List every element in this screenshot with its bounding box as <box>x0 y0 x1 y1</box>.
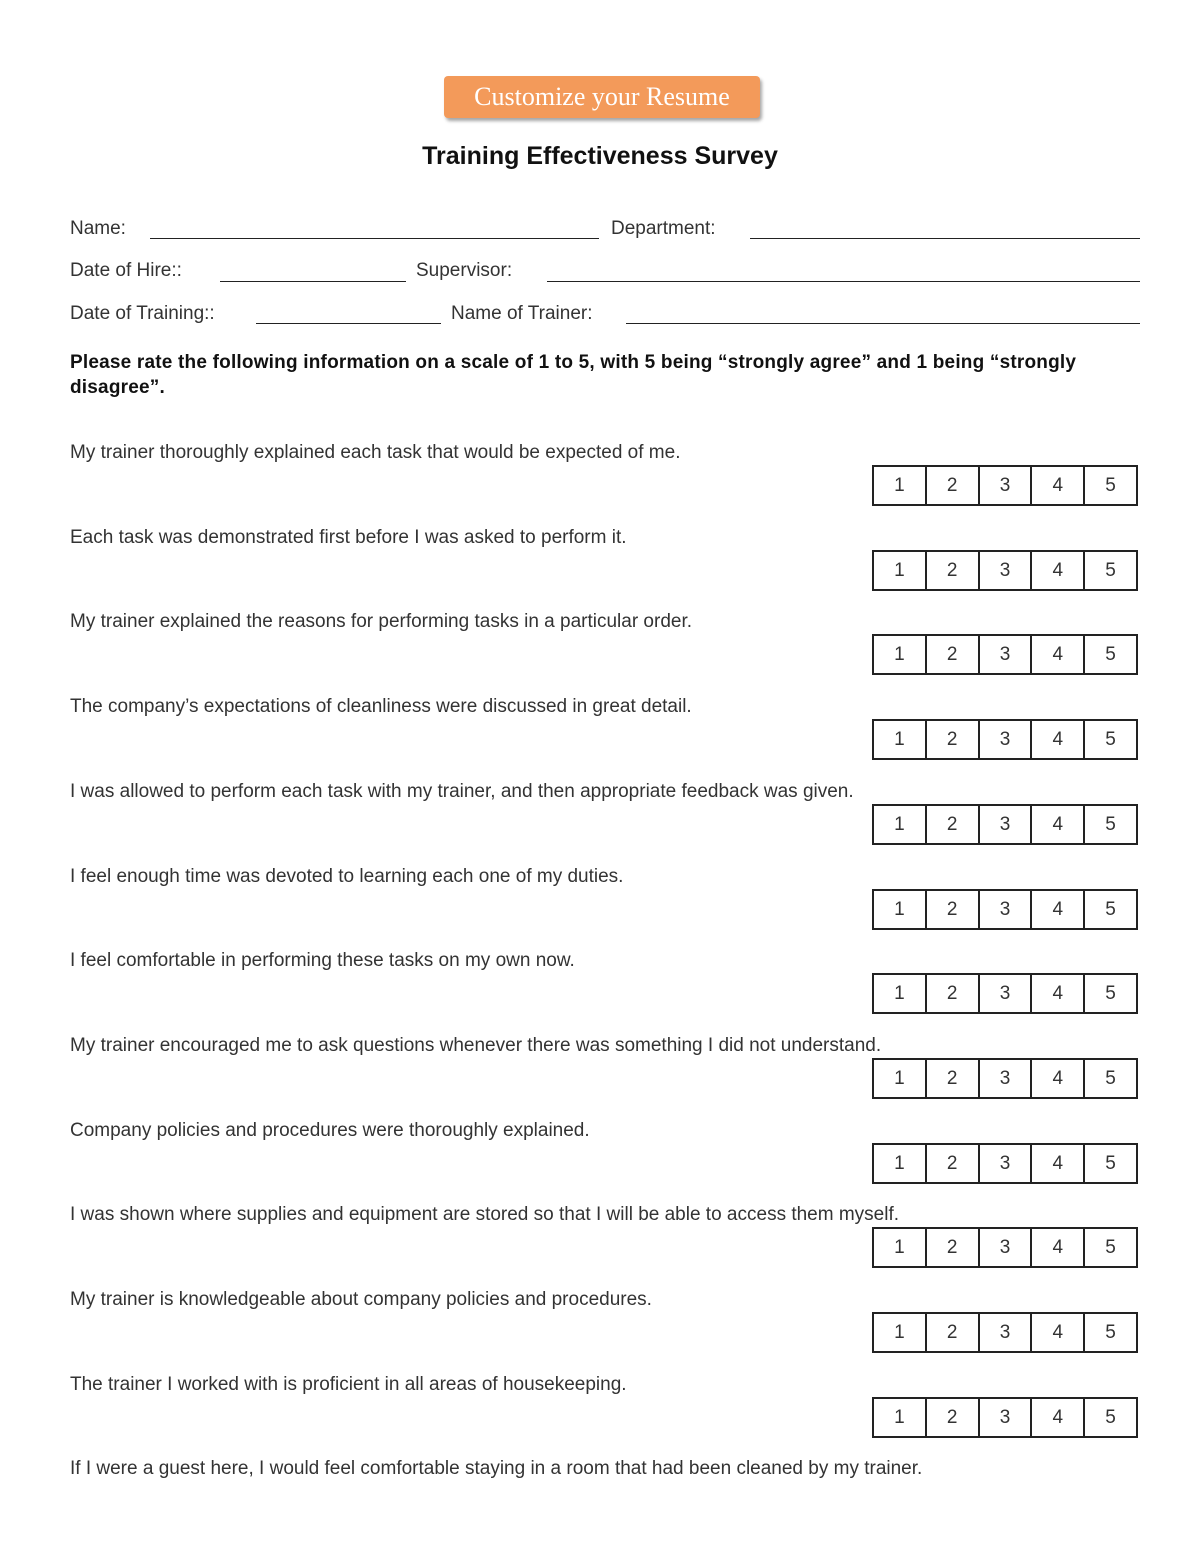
rating-option-3[interactable]: 3 <box>978 975 1031 1012</box>
rating-option-2[interactable]: 2 <box>925 552 978 589</box>
rating-scale <box>872 550 1138 591</box>
rating-option-3[interactable]: 3 <box>978 552 1031 589</box>
date-of-training-label: Date of Training:: <box>70 303 215 324</box>
rating-option-1[interactable]: 1 <box>894 1067 905 1089</box>
rating-scale <box>872 634 1138 675</box>
question-text: Company policies and procedures were thoroughly explained. <box>70 1119 590 1141</box>
rating-option-4[interactable]: 4 <box>1030 467 1083 504</box>
rating-option-3[interactable]: 3 <box>978 1399 1031 1436</box>
rating-option-4[interactable]: 4 <box>1030 1145 1083 1182</box>
rating-option-5[interactable]: 5 <box>1083 891 1136 928</box>
rating-option-2[interactable]: 2 <box>925 806 978 843</box>
rating-option-3[interactable]: 3 <box>978 1229 1031 1266</box>
rating-option-5[interactable]: 5 <box>1083 1229 1136 1266</box>
date-of-training-field[interactable] <box>256 323 441 324</box>
rating-option-1[interactable]: 1 <box>894 1152 905 1174</box>
rating-option-3[interactable]: 3 <box>978 636 1031 673</box>
rating-option-4[interactable]: 4 <box>1030 1060 1083 1097</box>
rating-option-3[interactable]: 3 <box>978 1314 1031 1351</box>
rating-scale <box>872 889 1138 930</box>
rating-option-1[interactable]: 1 <box>894 1406 905 1428</box>
date-of-hire-label: Date of Hire:: <box>70 260 182 281</box>
rating-option-2[interactable]: 2 <box>925 975 978 1012</box>
question-text: My trainer explained the reasons for performing tasks in a particular order. <box>70 611 693 633</box>
rating-option-5[interactable]: 5 <box>1083 1399 1136 1436</box>
rating-option-4[interactable]: 4 <box>1030 552 1083 589</box>
rating-option-2[interactable]: 2 <box>925 1399 978 1436</box>
question-text: The company’s expectations of cleanliness were discussed in great detail. <box>70 696 692 718</box>
supervisor-label: Supervisor: <box>416 260 513 281</box>
rating-option-5[interactable]: 5 <box>1083 552 1136 589</box>
rating-option-4[interactable]: 4 <box>1030 636 1083 673</box>
rating-scale <box>872 719 1138 760</box>
rating-option-4[interactable]: 4 <box>1030 1399 1083 1436</box>
rating-option-1[interactable]: 1 <box>894 1237 905 1259</box>
rating-option-1[interactable]: 1 <box>894 475 905 496</box>
question-text: My trainer encouraged me to ask questions whenever there was something I did not understand. <box>70 1034 882 1056</box>
rating-option-5[interactable]: 5 <box>1083 975 1136 1012</box>
question-text: I feel enough time was devoted to learning each one of my duties. <box>70 865 624 887</box>
rating-scale <box>872 1312 1138 1353</box>
rating-option-4[interactable]: 4 <box>1030 975 1083 1012</box>
rating-option-2[interactable]: 2 <box>925 1145 978 1182</box>
rating-option-1[interactable]: 1 <box>894 559 905 581</box>
rating-option-2[interactable]: 2 <box>925 891 978 928</box>
rating-scale <box>872 1143 1138 1184</box>
name-of-trainer-field[interactable] <box>626 323 1140 324</box>
rating-option-3[interactable]: 3 <box>978 891 1031 928</box>
question-text: The trainer I worked with is proficient in all areas of housekeeping. <box>70 1373 627 1395</box>
rating-scale <box>872 1227 1138 1268</box>
name-of-trainer-label: Name of Trainer: <box>451 303 593 324</box>
customize-resume-button[interactable]: Customize your Resume <box>444 76 760 118</box>
rating-option-1[interactable]: 1 <box>894 898 905 920</box>
rating-option-5[interactable]: 5 <box>1083 806 1136 843</box>
rating-option-4[interactable]: 4 <box>1030 891 1083 928</box>
rating-option-3[interactable]: 3 <box>978 1060 1031 1097</box>
question-text: My trainer thoroughly explained each task that would be expected of me. <box>70 442 681 463</box>
rating-option-2[interactable]: 2 <box>925 636 978 673</box>
rating-option-4[interactable]: 4 <box>1030 1229 1083 1266</box>
department-field[interactable] <box>750 238 1140 239</box>
question-text: Each task was demonstrated first before I was asked to perform it. <box>70 526 627 548</box>
question-text: If I were a guest here, I would feel comfortable staying in a room that had been cleaned by my trainer. <box>70 1458 923 1480</box>
question-text: My trainer is knowledgeable about company policies and procedures. <box>70 1289 652 1310</box>
question-text: I was allowed to perform each task with my trainer, and then appropriate feedback was given. <box>70 780 854 802</box>
question-text: I was shown where supplies and equipment are stored so that I will be able to access them myself. <box>70 1204 900 1226</box>
rating-scale <box>872 1058 1138 1099</box>
rating-option-5[interactable]: 5 <box>1083 721 1136 758</box>
rating-option-2[interactable]: 2 <box>925 1229 978 1266</box>
rating-option-5[interactable]: 5 <box>1083 467 1136 504</box>
rating-scale <box>872 465 1138 506</box>
rating-scale <box>872 973 1138 1014</box>
question-text: I feel comfortable in performing these tasks on my own now. <box>70 950 575 972</box>
name-field[interactable] <box>150 238 599 239</box>
rating-option-4[interactable]: 4 <box>1030 721 1083 758</box>
rating-option-4[interactable]: 4 <box>1030 1314 1083 1351</box>
page-title: Training Effectiveness Survey <box>422 142 778 170</box>
rating-option-1[interactable]: 1 <box>894 1322 905 1343</box>
rating-scale <box>872 804 1138 845</box>
department-label: Department: <box>611 218 716 239</box>
rating-option-2[interactable]: 2 <box>925 467 978 504</box>
rating-scale <box>872 1397 1138 1438</box>
date-of-hire-field[interactable] <box>220 281 406 282</box>
rating-option-2[interactable]: 2 <box>925 721 978 758</box>
rating-option-3[interactable]: 3 <box>978 467 1031 504</box>
rating-option-1[interactable]: 1 <box>894 983 905 1005</box>
rating-option-5[interactable]: 5 <box>1083 1060 1136 1097</box>
rating-option-1[interactable]: 1 <box>894 813 905 835</box>
rating-option-3[interactable]: 3 <box>978 806 1031 843</box>
supervisor-field[interactable] <box>547 281 1140 282</box>
rating-option-2[interactable]: 2 <box>925 1314 978 1351</box>
rating-option-5[interactable]: 5 <box>1083 1145 1136 1182</box>
rating-option-3[interactable]: 3 <box>978 1145 1031 1182</box>
rating-option-1[interactable]: 1 <box>894 644 905 666</box>
rating-option-5[interactable]: 5 <box>1083 1314 1136 1351</box>
rating-option-2[interactable]: 2 <box>925 1060 978 1097</box>
rating-instructions: Please rate the following information on a scale of 1 to 5, with 5 being “strongly agree” and 1 being “strongly disagree”. <box>70 352 1077 398</box>
rating-option-1[interactable]: 1 <box>894 729 905 751</box>
rating-option-5[interactable]: 5 <box>1083 636 1136 673</box>
name-label: Name: <box>70 218 126 239</box>
rating-option-3[interactable]: 3 <box>978 721 1031 758</box>
rating-option-4[interactable]: 4 <box>1030 806 1083 843</box>
